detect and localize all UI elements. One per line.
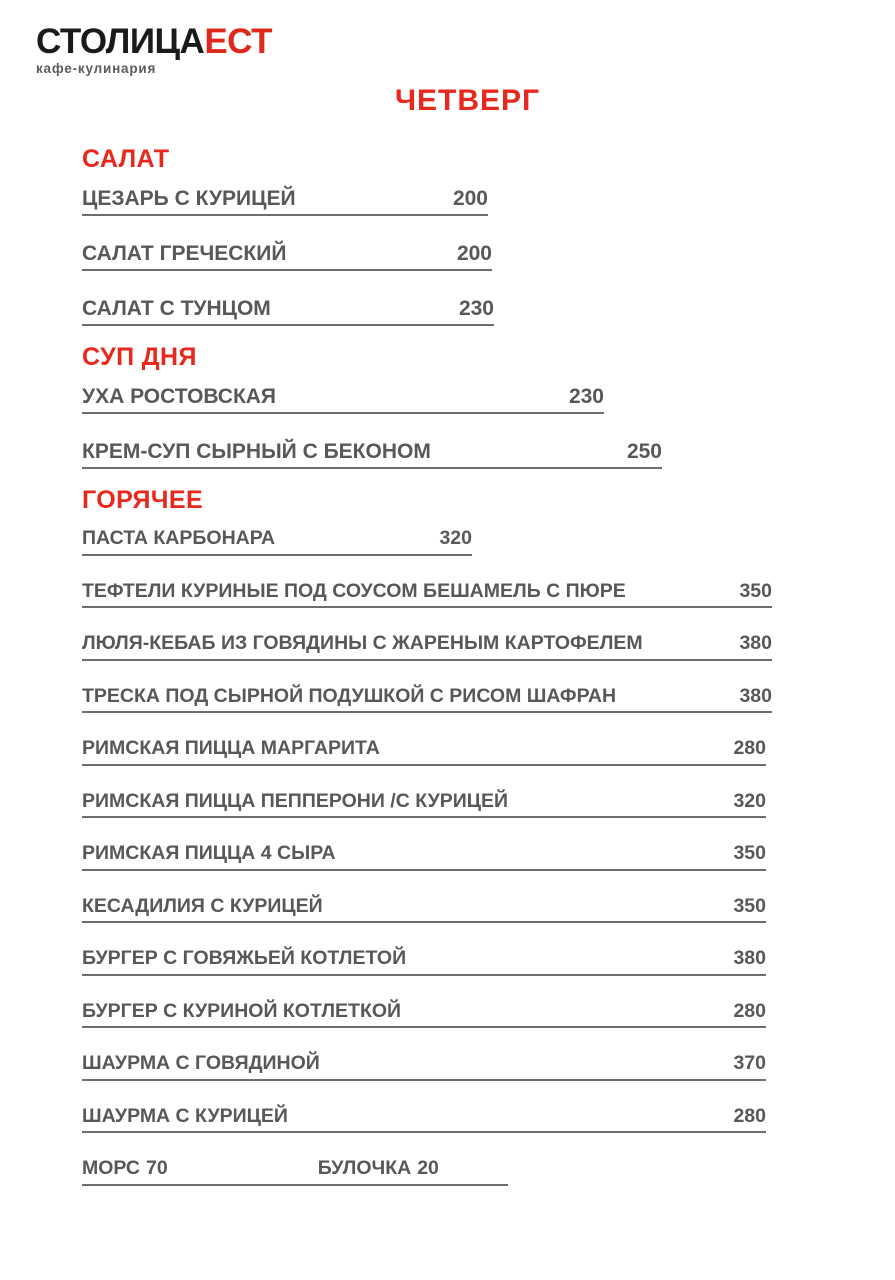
section-heading-salad: САЛАТ xyxy=(82,145,170,173)
page-title: ЧЕТВЕРГ xyxy=(394,84,541,117)
menu-item-row[interactable] xyxy=(82,188,488,216)
menu-item-name: ТРЕСКА ПОД СЫРНОЙ ПОДУШКОЙ С РИСОМ ШАФРАН xyxy=(82,684,617,707)
section-heading-soup: СУП ДНЯ xyxy=(82,343,197,371)
menu-item-row[interactable] xyxy=(82,243,492,271)
menu-item-name: РИМСКАЯ ПИЦЦА МАРГАРИТА xyxy=(82,737,380,759)
menu-item-name: БУРГЕР С КУРИНОЙ КОТЛЕТКОЙ xyxy=(82,999,402,1022)
menu-item-name: РИМСКАЯ ПИЦЦА 4 СЫРА xyxy=(82,842,336,864)
menu-item-price: 200 xyxy=(456,242,492,265)
menu-item-row[interactable] xyxy=(82,634,772,661)
menu-item-name: ШАУРМА С КУРИЦЕЙ xyxy=(82,1104,288,1127)
menu-item-row[interactable] xyxy=(82,529,472,556)
menu-item-name: ТЕФТЕЛИ КУРИНЫЕ ПОД СОУСОМ БЕШАМЕЛЬ С ПЮРЕ xyxy=(82,579,626,602)
section-heading-hot: ГОРЯЧЕЕ xyxy=(82,486,204,514)
menu-item-name: САЛАТ ГРЕЧЕСКИЙ xyxy=(82,242,287,265)
menu-item-name: РИМСКАЯ ПИЦЦА ПЕППЕРОНИ /С КУРИЦЕЙ xyxy=(82,789,509,812)
extras-right-name: БУЛОЧКА xyxy=(317,1157,412,1179)
menu-item-row[interactable] xyxy=(82,1054,766,1081)
menu-item-price: 380 xyxy=(733,947,766,969)
menu-item-name: УХА РОСТОВСКАЯ xyxy=(82,385,277,408)
menu-item-name: ШАУРМА С ГОВЯДИНОЙ xyxy=(82,1052,320,1074)
brand-name-red: ЕСТ xyxy=(204,22,272,61)
brand-tagline: кафе-кулинария xyxy=(36,61,157,76)
menu-item-row[interactable] xyxy=(82,298,494,326)
menu-item-name: САЛАТ С ТУНЦОМ xyxy=(82,297,271,320)
menu-item-row[interactable] xyxy=(82,739,766,766)
menu-item-row[interactable] xyxy=(82,579,772,609)
menu-item-price: 350 xyxy=(733,842,766,864)
menu-item-row[interactable] xyxy=(82,1104,766,1134)
menu-item-price: 320 xyxy=(439,527,472,549)
menu-item-row[interactable] xyxy=(82,441,662,469)
menu-item-name: ЦЕЗАРЬ С КУРИЦЕЙ xyxy=(82,187,296,210)
menu-item-row[interactable] xyxy=(82,684,772,714)
extras-left-price: 70 xyxy=(146,1157,168,1179)
menu-item-price: 230 xyxy=(458,297,494,320)
menu-item-price: 280 xyxy=(733,999,766,1022)
menu-item-price: 230 xyxy=(568,385,604,408)
menu-item-row[interactable] xyxy=(82,789,766,819)
menu-item-price: 380 xyxy=(739,684,772,707)
menu-item-price: 200 xyxy=(452,187,488,210)
menu-section-hot xyxy=(82,485,782,1186)
menu-item-price: 280 xyxy=(733,737,766,759)
menu-item-price: 320 xyxy=(733,789,766,812)
menu-body xyxy=(82,144,782,1186)
brand-logo xyxy=(36,24,336,80)
extras-right-price: 20 xyxy=(417,1157,439,1179)
menu-item-name: КРЕМ-СУП СЫРНЫЙ С БЕКОНОМ xyxy=(82,440,431,463)
menu-item-row[interactable] xyxy=(82,949,766,976)
menu-item-row[interactable] xyxy=(82,386,604,414)
menu-item-price: 350 xyxy=(733,894,766,917)
menu-item-name: БУРГЕР С ГОВЯЖЬЕЙ КОТЛЕТОЙ xyxy=(82,947,407,969)
menu-item-price: 280 xyxy=(733,1104,766,1127)
brand-name-dark: СТОЛИЦА xyxy=(36,22,205,61)
menu-item-row[interactable] xyxy=(82,894,766,924)
menu-item-row[interactable] xyxy=(82,999,766,1029)
menu-section-salad xyxy=(82,144,782,326)
menu-extras-row[interactable] xyxy=(82,1159,508,1186)
menu-item-price: 380 xyxy=(739,632,772,654)
extras-left-name: МОРС xyxy=(82,1157,141,1179)
menu-item-price: 370 xyxy=(733,1052,766,1074)
menu-item-row[interactable] xyxy=(82,844,766,871)
menu-item-price: 250 xyxy=(626,440,662,463)
menu-item-name: ЛЮЛЯ-КЕБАБ ИЗ ГОВЯДИНЫ С ЖАРЕНЫМ КАРТОФЕЛЕМ xyxy=(82,632,643,654)
brand-wordmark xyxy=(36,24,336,60)
menu-item-name: ПАСТА КАРБОНАРА xyxy=(82,527,276,549)
menu-section-soup xyxy=(82,342,782,469)
menu-item-name: КЕСАДИЛИЯ С КУРИЦЕЙ xyxy=(82,894,323,917)
menu-item-price: 350 xyxy=(739,579,772,602)
